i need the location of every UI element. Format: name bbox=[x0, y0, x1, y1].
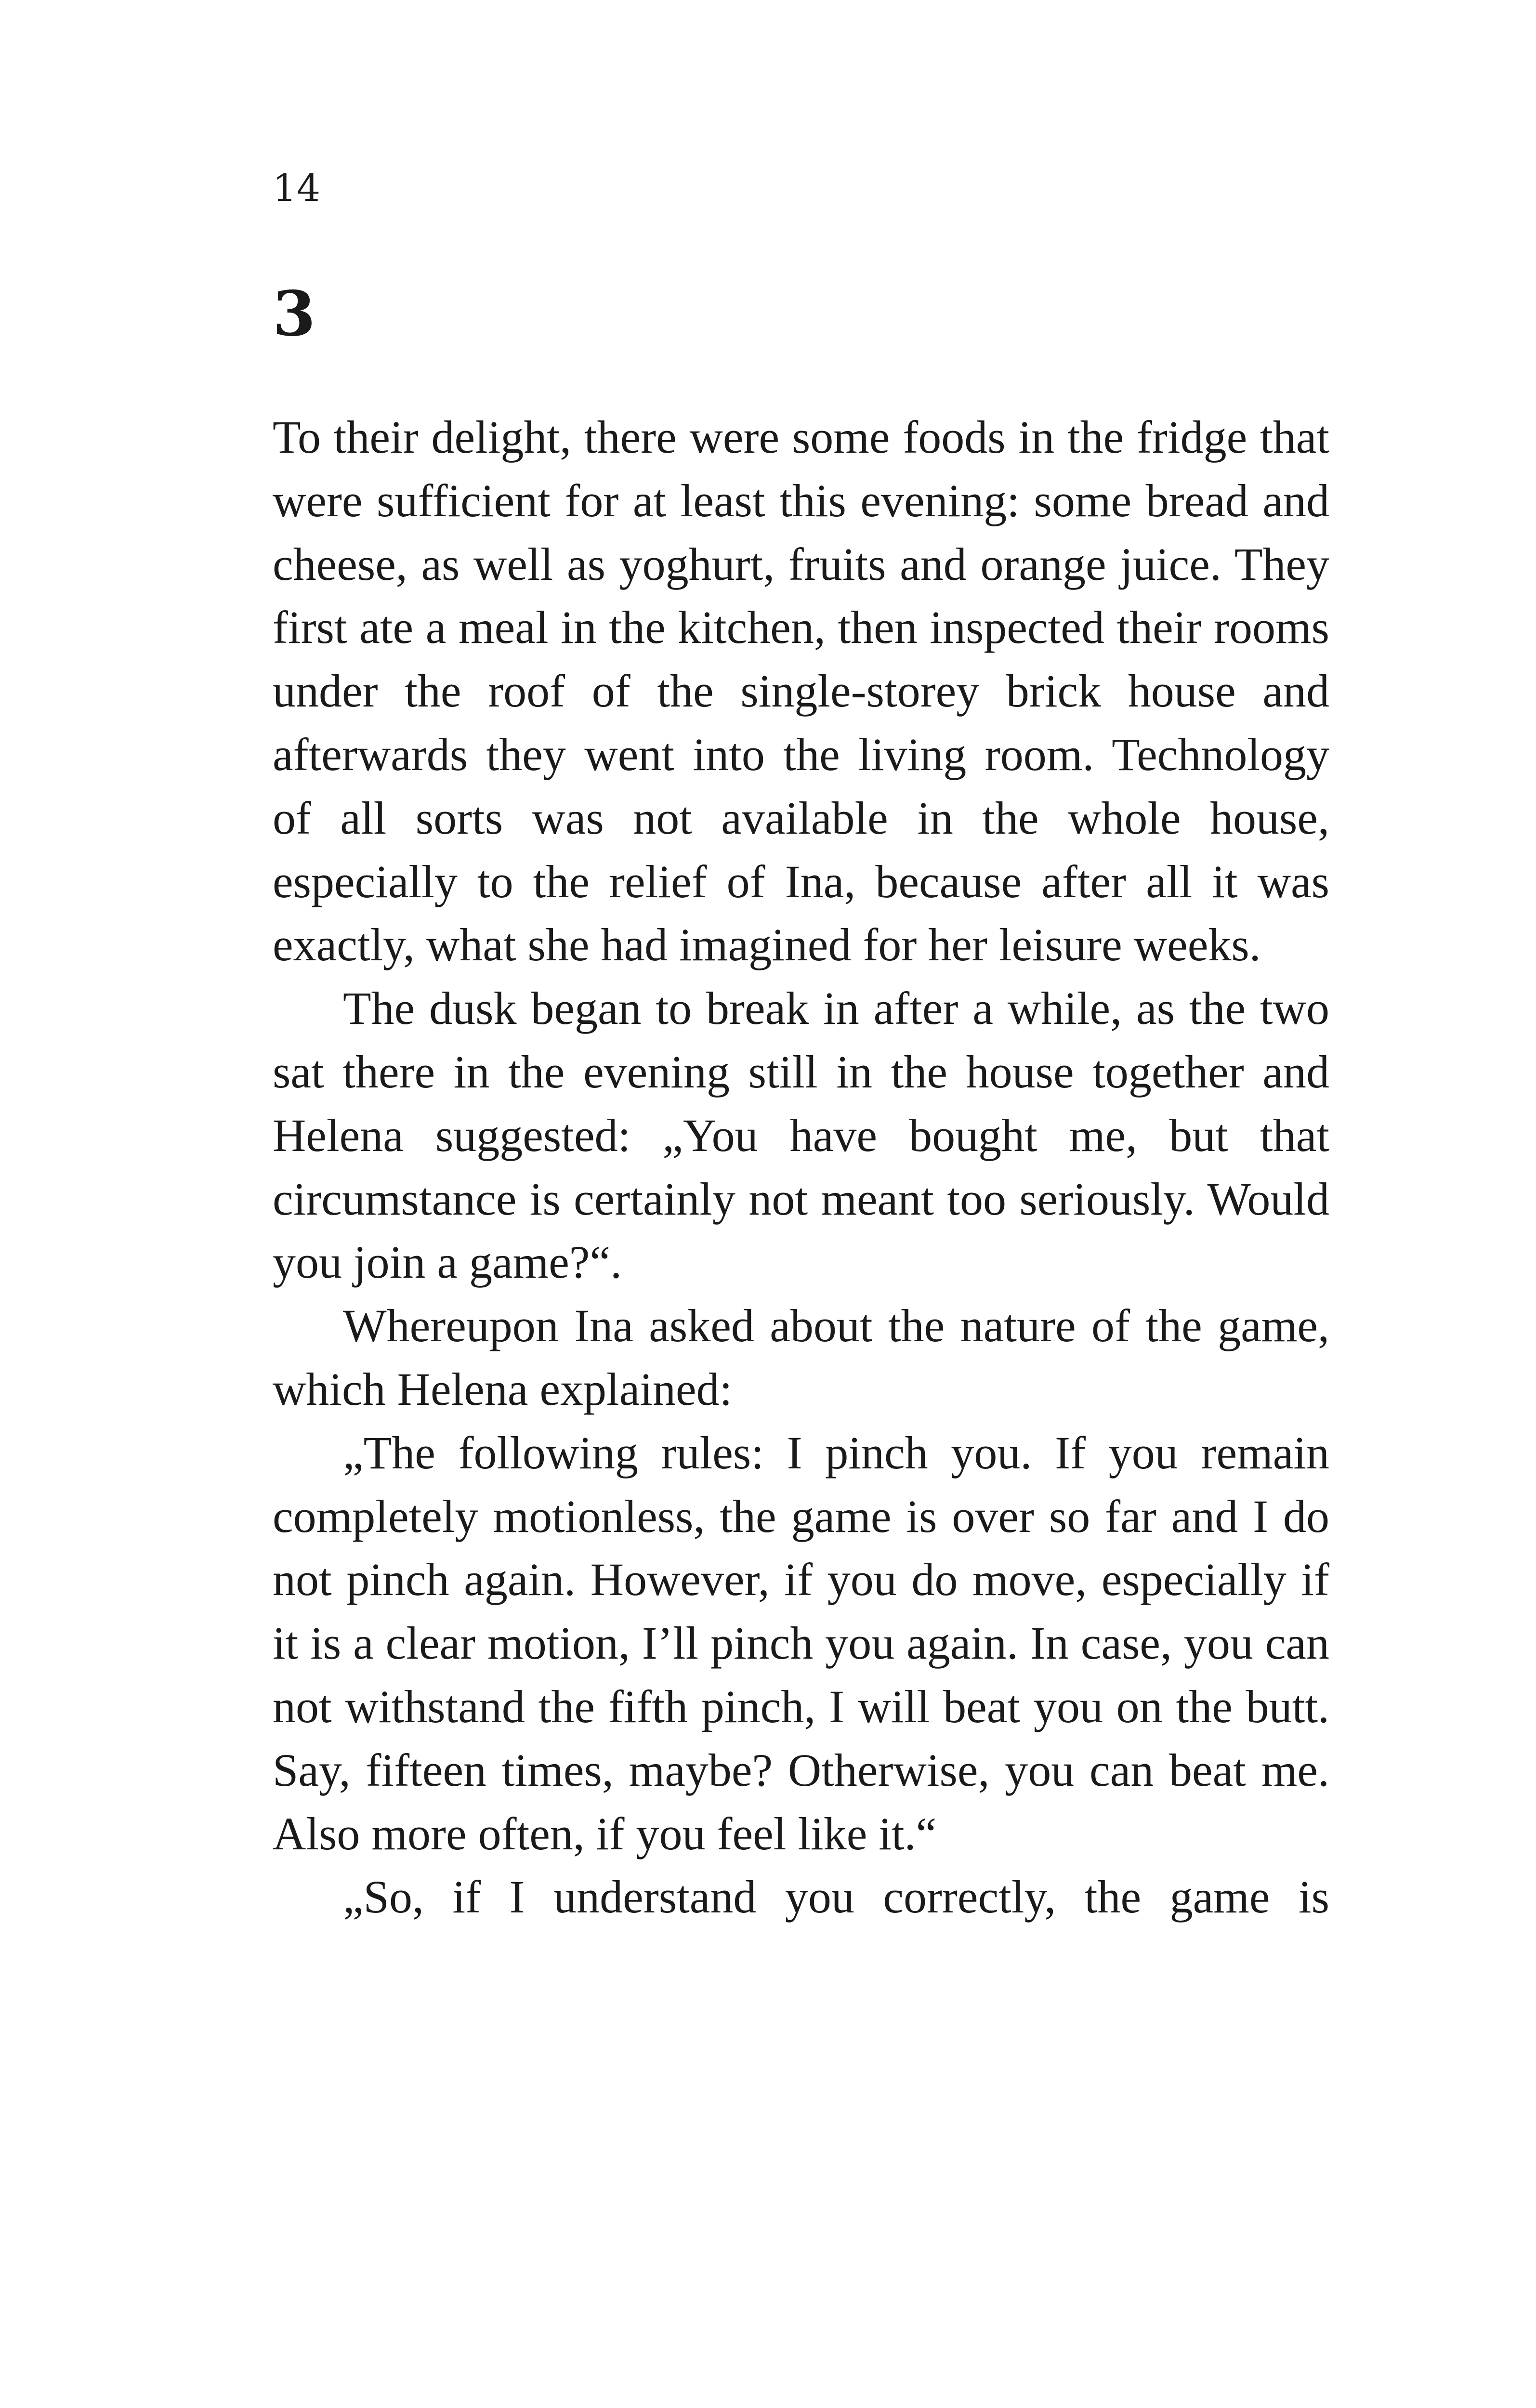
paragraph: „So, if I understand you correctly, the game is bbox=[343, 1871, 1329, 1923]
paragraph: Whereupon Ina asked about the nature of the game, which Helena explained: bbox=[273, 1300, 1329, 1415]
paragraph: „The following rules: I pinch you. If you remain completely motionless, the game is over so far and I do not pinch again. However, if you do move, especially if it is a clear motion, I’ll pinch you again. In case, you can not withstand the fifth pinch, I will beat you on the butt. Say, fifteen times, maybe? Otherwise, you can beat me. Also more often, if you feel like it.“ bbox=[273, 1426, 1329, 1859]
chapter-number: 3 bbox=[273, 278, 316, 350]
body-text bbox=[273, 406, 1329, 1929]
page-number: 14 bbox=[273, 167, 321, 210]
paragraph: The dusk began to break in after a while, as the two sat there in the evening still in the house together and Helena suggested: „You have bought me, but that circumstance is certainly not meant too seriously. Would you join a game?“. bbox=[273, 982, 1329, 1288]
paragraph: To their delight, there were some foods in the fridge that were sufficient for at least this evening: some bread and cheese, as well as yoghurt, fruits and orange juice. They first ate a meal in the kitchen, then inspected their rooms under the roof of the single-storey brick house and afterwards they went into the living room. Technology of all sorts was not available in the whole house, especially to the relief of Ina, because after all it was exactly, what she had imagined for her leisure weeks. bbox=[273, 411, 1329, 971]
